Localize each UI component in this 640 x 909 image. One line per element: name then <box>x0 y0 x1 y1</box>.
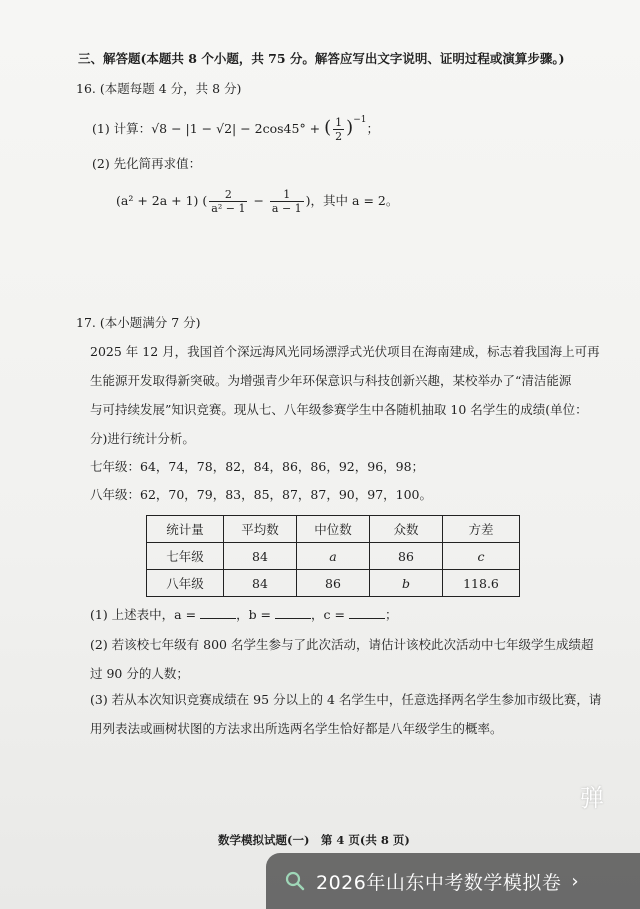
table-header-cell: 方差 <box>443 516 520 543</box>
search-suggestion-text: 2026年山东中考数学模拟卷 <box>316 871 562 894</box>
grade7-scores: 七年级：64，74，78，82，84，86，86，92，96，98； <box>90 459 425 474</box>
q16-part2-fraction-1 <box>209 188 247 215</box>
table-cell: 八年级 <box>147 570 224 597</box>
table-cell: b <box>370 570 443 597</box>
q16-part1-exponent: −1 <box>353 114 367 125</box>
q16-header: 16. (本题每题 4 分，共 8 分) <box>76 81 242 96</box>
table-cell: 七年级 <box>147 543 224 570</box>
q17-part1-c-label: ，c = <box>311 607 345 622</box>
search-suggestion-banner[interactable] <box>266 853 640 909</box>
grade8-scores: 八年级：62，70，79，83，85，87，87，90，97，100。 <box>90 487 433 502</box>
q17-header: 17. (本小题满分 7 分) <box>76 315 201 330</box>
table-header-cell: 平均数 <box>224 516 297 543</box>
q17-part1 <box>90 606 397 624</box>
fraction-denominator: a − 1 <box>271 202 302 215</box>
search-icon <box>284 870 306 892</box>
table-row <box>147 570 520 597</box>
statistics-table <box>146 515 520 597</box>
q17-part2-line: (2) 若该校七年级有 800 名学生参与了此次活动，请估计该校此次活动中七年级学生成绩超 <box>90 637 594 652</box>
table-header-row <box>147 516 520 543</box>
q16-part2-suffix: )，其中 a = 2。 <box>305 193 399 208</box>
chevron-right-icon: › <box>571 870 579 892</box>
answer-blank <box>200 606 236 619</box>
q17-part1-end: ； <box>384 607 398 622</box>
q16-part1-fraction <box>333 116 344 143</box>
q17-part3-line: 用列表法或画树状图的方法求出所选两名学生恰好都是八年级学生的概率。 <box>90 721 503 736</box>
table-cell: 84 <box>224 570 297 597</box>
table-cell: 86 <box>370 543 443 570</box>
fraction-numerator: 1 <box>270 188 304 202</box>
table-cell: 84 <box>224 543 297 570</box>
q16-part2-prefix: (a² + 2a + 1) ( <box>116 193 208 208</box>
q17-part1-a-label: (1) 上述表中，a = <box>90 607 197 622</box>
page-footer: 数学模拟试题(一) 第 4 页(共 8 页) <box>218 833 410 847</box>
answer-blank <box>349 606 385 619</box>
table-cell: 86 <box>297 570 370 597</box>
q17-part3-line: (3) 若从本次知识竞赛成绩在 95 分以上的 4 名学生中，任意选择两名学生参加市级比赛，请 <box>90 692 602 707</box>
q16-part2-expr <box>116 188 398 215</box>
q17-intro-line: 2025 年 12 月，我国首个深远海风光同场漂浮式光伏项目在海南建成，标志着我国海上可再 <box>90 344 600 359</box>
q17-part1-b-label: ，b = <box>236 607 272 622</box>
fraction-denominator: 2 <box>335 130 343 143</box>
table-header-cell: 统计量 <box>147 516 224 543</box>
q16-part1-end: ； <box>366 121 379 136</box>
danmaku-watermark: 弹 <box>580 784 604 812</box>
fraction-numerator: 2 <box>209 188 247 202</box>
q17-intro-line: 生能源开发取得新突破。为增强青少年环保意识与科技创新兴趣，某校举办了“清洁能源 <box>90 373 572 388</box>
answer-blank <box>275 606 311 619</box>
table-cell: c <box>443 543 520 570</box>
fraction-denominator: a² − 1 <box>211 202 246 215</box>
q17-intro-line: 分)进行统计分析。 <box>90 431 195 446</box>
q16-part2-fraction-2 <box>270 188 304 215</box>
q16-part1: (1) 计算：√8 − |1 − √2| − 2cos45° + ( $\frac{1}{2}$ )$^{-1}$； <box>92 114 379 143</box>
q16-part2-minus: − <box>249 193 268 208</box>
table-header-cell: 中位数 <box>297 516 370 543</box>
table-header-cell: 众数 <box>370 516 443 543</box>
q16-part1-expr: √8 − |1 − √2| − 2cos45° + <box>151 121 325 136</box>
fraction-numerator: 1 <box>335 116 343 129</box>
table-row <box>147 543 520 570</box>
table-cell: 118.6 <box>443 570 520 597</box>
q17-part2-line: 过 90 分的人数； <box>90 666 189 681</box>
q16-part1-label: (1) 计算： <box>92 121 152 136</box>
q16-part2-label: (2) 先化简再求值： <box>92 156 202 171</box>
section-heading: 三、解答题(本题共 8 个小题，共 75 分。解答应写出文字说明、证明过程或演算步骤。) <box>78 51 565 66</box>
table-cell: a <box>297 543 370 570</box>
q17-intro-line: 与可持续发展”知识竞赛。现从七、八年级参赛学生中各随机抽取 10 名学生的成绩(单位： <box>90 402 588 417</box>
